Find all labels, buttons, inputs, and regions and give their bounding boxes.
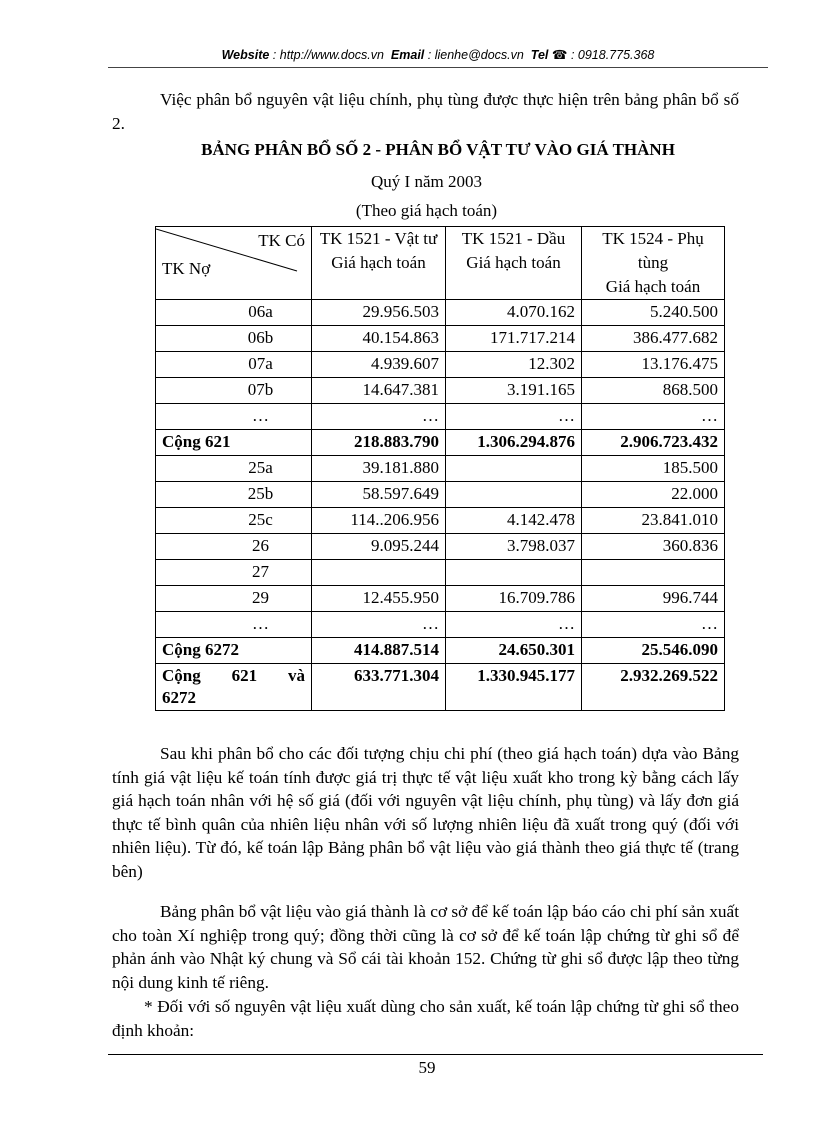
table-row: [156, 404, 725, 430]
column-header-title: TK 1521 - Vật tư: [319, 229, 438, 248]
value-cell: 4.142.478: [446, 508, 582, 534]
value-cell: 185.500: [582, 456, 725, 482]
value-cell: [446, 456, 582, 482]
table-row: [156, 456, 725, 482]
account-cell: 27: [156, 560, 312, 586]
account-cell: 07a: [156, 352, 312, 378]
value-cell: 3.191.165: [446, 378, 582, 404]
value-cell: 2.906.723.432: [582, 430, 725, 456]
grand-total-row: [156, 664, 725, 711]
value-cell: [312, 560, 446, 586]
value-cell: 23.841.010: [582, 508, 725, 534]
header-divider: [108, 67, 768, 68]
value-cell: 29.956.503: [312, 300, 446, 326]
value-cell: …: [312, 404, 446, 430]
body-paragraph: Bảng phân bổ vật liệu vào giá thành là cơ sở để kế toán lập báo cáo chi phí sản xuất cho toàn Xí nghiệp trong quý; đồng thời cũng là cơ sở để kế toán lập chứng từ ghi sổ để phản ánh vào Nhật ký chung và Sổ cái tài khoản 152. Chứng từ ghi sổ được lập theo từng nội dung kinh tế riêng.: [112, 902, 739, 992]
value-cell: 5.240.500: [582, 300, 725, 326]
table-row: [156, 612, 725, 638]
value-cell: 24.650.301: [446, 638, 582, 664]
tel-value: : 0918.775.368: [570, 48, 655, 62]
subtotal-row-6272: [156, 638, 725, 664]
column-header-subtitle: Giá hạch toán: [466, 253, 561, 272]
column-header-subtitle: Giá hạch toán: [331, 253, 426, 272]
value-cell: 4.070.162: [446, 300, 582, 326]
value-cell: 996.744: [582, 586, 725, 612]
column-header-materials: [312, 227, 446, 300]
value-cell: …: [446, 612, 582, 638]
body-paragraph: Sau khi phân bổ cho các đối tượng chịu chi phí (theo giá hạch toán) dựa vào Bảng tính giá vật liệu kế toán tính được giá trị thực tế vật liệu xuất kho trong kỳ bằng cách lấy giá hạch toán nhân với hệ số giá (đối với nguyên vật liệu chính, phụ tùng) và lấy đơn giá thực tế bình quân của nhiên liệu nhân với số lượng nhiên liệu đã xuất trong quý (đối với nhiên liệu). Từ đó, kế toán lập Bảng phân bổ vật liệu vào giá thành theo giá thực tế (trang bên): [112, 744, 739, 881]
table-row: [156, 352, 725, 378]
website-value: : http://www.docs.vn: [272, 48, 384, 62]
phone-icon: ☎: [551, 48, 568, 62]
value-cell: 58.597.649: [312, 482, 446, 508]
value-cell: 25.546.090: [582, 638, 725, 664]
account-cell: …: [156, 612, 312, 638]
footer-divider: [108, 1054, 763, 1055]
table-row: [156, 300, 725, 326]
table-row: [156, 586, 725, 612]
credit-account-label: TK Có: [258, 231, 305, 250]
corner-header-cell: [156, 227, 312, 300]
grand-total-label-line1: Cộng 621 và: [162, 666, 305, 685]
page-number: 59: [418, 1058, 436, 1077]
value-cell: [446, 482, 582, 508]
table-title: BẢNG PHÂN BỔ SỐ 2 - PHÂN BỔ VẬT TƯ VÀO GIÁ THÀNH: [201, 140, 675, 159]
value-cell: 414.887.514: [312, 638, 446, 664]
account-cell: 25c: [156, 508, 312, 534]
column-header-subtitle: Giá hạch toán: [605, 277, 701, 296]
table-basis: (Theo giá hạch toán): [355, 201, 498, 220]
account-cell: 25b: [156, 482, 312, 508]
account-cell: …: [156, 404, 312, 430]
value-cell: 12.302: [446, 352, 582, 378]
value-cell: 14.647.381: [312, 378, 446, 404]
value-cell: 171.717.214: [446, 326, 582, 352]
intro-paragraph: Việc phân bổ nguyên vật liệu chính, phụ tùng được thực hiện trên bảng phân bổ số 2.: [112, 90, 739, 133]
table-row: [156, 326, 725, 352]
account-cell: 06b: [156, 326, 312, 352]
tel-label: Tel: [530, 48, 549, 62]
body-paragraph: * Đối với số nguyên vật liệu xuất dùng cho sản xuất, kế toán lập chứng từ ghi sổ theo định khoản:: [112, 997, 739, 1040]
grand-total-label-line2: 6272: [162, 688, 196, 707]
column-header-title: TK 1524 - Phụ tùng: [602, 229, 704, 272]
subtotal-row-621: [156, 430, 725, 456]
value-cell: …: [312, 612, 446, 638]
website-label: Website: [221, 48, 270, 62]
allocation-table: [155, 226, 725, 711]
value-cell: [446, 560, 582, 586]
grand-total-label: [156, 664, 312, 711]
value-cell: 4.939.607: [312, 352, 446, 378]
value-cell: [582, 560, 725, 586]
value-cell: 386.477.682: [582, 326, 725, 352]
debit-account-label: TK Nợ: [162, 259, 211, 278]
value-cell: 3.798.037: [446, 534, 582, 560]
account-cell: 25a: [156, 456, 312, 482]
value-cell: 9.095.244: [312, 534, 446, 560]
column-header-spare-parts: [582, 227, 725, 300]
table-header-row: [156, 227, 725, 300]
table-row: [156, 378, 725, 404]
value-cell: 360.836: [582, 534, 725, 560]
value-cell: 1.306.294.876: [446, 430, 582, 456]
subtotal-label: Cộng 6272: [156, 638, 312, 664]
value-cell: 39.181.880: [312, 456, 446, 482]
value-cell: 114..206.956: [312, 508, 446, 534]
email-label: Email: [390, 48, 425, 62]
value-cell: …: [582, 404, 725, 430]
page-header: [108, 47, 768, 62]
value-cell: 40.154.863: [312, 326, 446, 352]
value-cell: 633.771.304: [312, 664, 446, 711]
table-row: [156, 508, 725, 534]
column-header-title: TK 1521 - Dầu: [461, 229, 566, 248]
value-cell: 13.176.475: [582, 352, 725, 378]
value-cell: 22.000: [582, 482, 725, 508]
account-cell: 07b: [156, 378, 312, 404]
value-cell: 1.330.945.177: [446, 664, 582, 711]
value-cell: 2.932.269.522: [582, 664, 725, 711]
value-cell: …: [582, 612, 725, 638]
value-cell: 12.455.950: [312, 586, 446, 612]
email-value: : lienhe@docs.vn: [427, 48, 524, 62]
table-row: [156, 482, 725, 508]
value-cell: 16.709.786: [446, 586, 582, 612]
value-cell: 868.500: [582, 378, 725, 404]
column-header-oil: [446, 227, 582, 300]
account-cell: 29: [156, 586, 312, 612]
value-cell: 218.883.790: [312, 430, 446, 456]
table-period: Quý I năm 2003: [371, 172, 482, 191]
table-row: [156, 560, 725, 586]
account-cell: 26: [156, 534, 312, 560]
subtotal-label: Cộng 621: [156, 430, 312, 456]
table-row: [156, 534, 725, 560]
account-cell: 06a: [156, 300, 312, 326]
value-cell: …: [446, 404, 582, 430]
